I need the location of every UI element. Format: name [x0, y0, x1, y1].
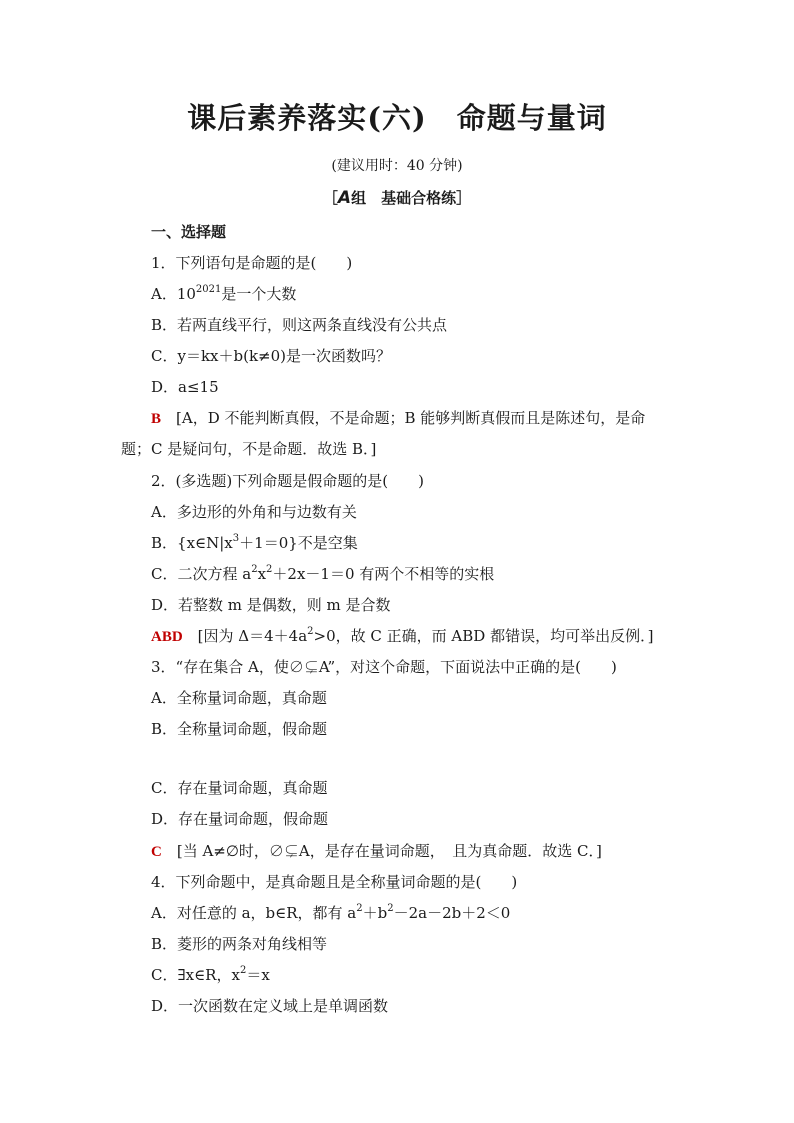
q1-explanation-cont: 题；C 是疑问句，不是命题．故选 B．] [121, 440, 377, 458]
page-title: 课后素养落实(六) 命题与量词 [187, 101, 607, 135]
group-bracket-open: ［ [322, 189, 338, 207]
q4-option-c: C．∃x∈R，$x^2=x$ [151, 965, 270, 984]
q3-option-b: B．全称量词命题，假命题 [151, 720, 328, 738]
group-heading [0, 187, 794, 208]
group-label: 组 基础合格练 [351, 189, 457, 207]
q2-option-c: C．二次方程 $a^2x^2+2x-1=0$ 有两个不相等的实根 [151, 564, 495, 583]
q1-explanation: B [A，D 不能判断真假，不是命题；B 能够判断真假而且是陈述句，是命 [151, 409, 646, 427]
q4-option-a: A．对任意的 a，b∈R，都有 $a^2+b^2-2a-2b+2<0$ [151, 903, 511, 922]
q1-answer: B [151, 411, 162, 427]
q3-stem: 3．“存在集合 A，使∅⊊A”，对这个命题，下面说法中正确的是( ) [151, 658, 617, 676]
q4-option-d: D．一次函数在定义域上是单调函数 [151, 997, 389, 1015]
q3-option-c: C．存在量词命题，真命题 [151, 779, 328, 797]
q1-option-c: C．y＝kx＋b(k≠0)是一次函数吗？ [151, 347, 392, 365]
q2-answer: ABD [151, 629, 183, 645]
q2-option-d: D．若整数 m 是偶数，则 m 是合数 [151, 596, 391, 614]
q2-option-b: B．$\{x\in N|x^3+1=0\}$不是空集 [151, 533, 358, 552]
q1-option-d: D．a≤15 [151, 378, 219, 396]
q4-stem: 4．下列命题中，是真命题且是全称量词命题的是( ) [151, 873, 518, 891]
q4-option-b: B．菱形的两条对角线相等 [151, 935, 328, 953]
q3-explanation: C [当 A≠∅时，∅⊊A，是存在量词命题， 且为真命题．故选 C．] [151, 842, 602, 860]
q2-option-a: A．多边形的外角和与边数有关 [151, 503, 357, 521]
q1-option-b: B．若两直线平行，则这两条直线没有公共点 [151, 316, 448, 334]
section-heading: 一、选择题 [151, 223, 227, 241]
q3-option-d: D．存在量词命题，假命题 [151, 810, 329, 828]
suggested-time: (建议用时：40 分钟) [331, 158, 463, 174]
group-letter: A [337, 188, 352, 208]
q3-option-a: A．全称量词命题，真命题 [151, 689, 327, 707]
q3-answer: C [151, 844, 162, 860]
group-bracket-close: ］ [456, 189, 472, 207]
q2-explanation: ABD [因为 $\Delta=4+4a^2>0$，故 C 正确，而 ABD 都错误，均可举出反例．] [151, 626, 654, 645]
q1-stem: 1．下列语句是命题的是( ) [151, 254, 353, 272]
q1-option-a: A．$10^{2021}$是一个大数 [151, 284, 297, 303]
q2-stem: 2．(多选题)下列命题是假命题的是( ) [151, 472, 424, 490]
